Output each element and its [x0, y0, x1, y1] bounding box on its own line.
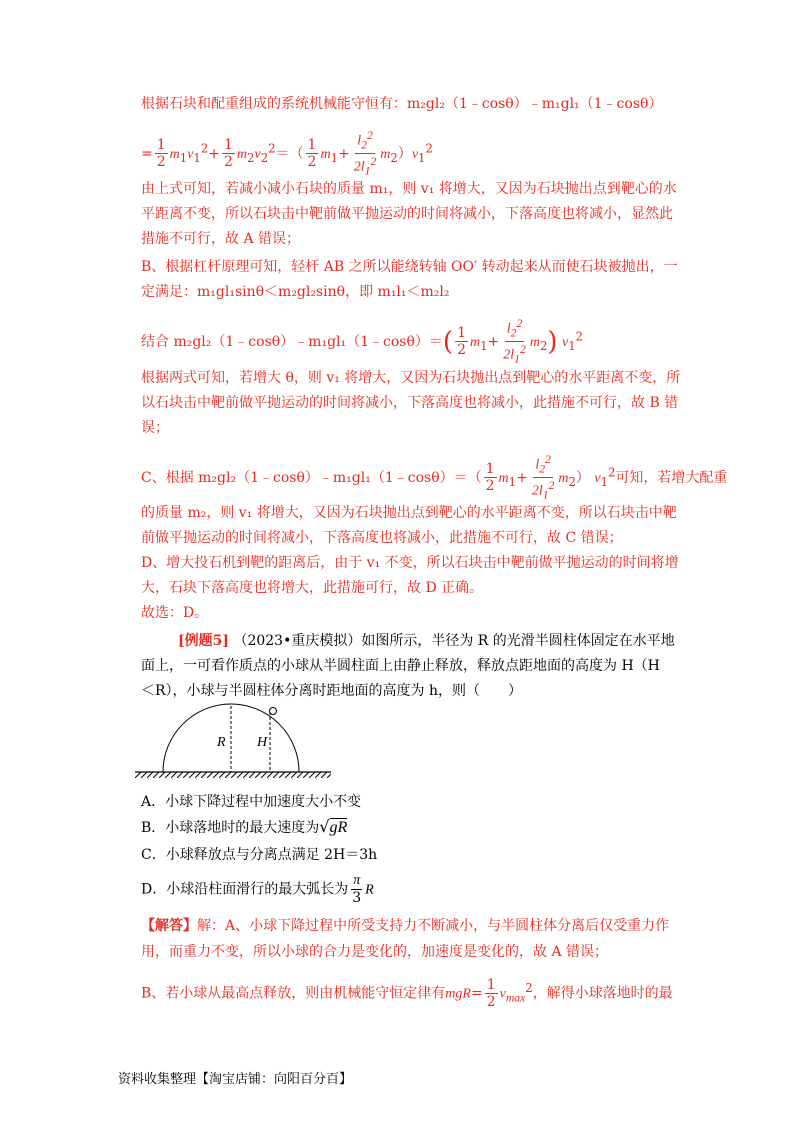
answer-tag: 【解答】 [141, 918, 197, 934]
option-d-text: D．小球沿柱面滑行的最大弧长为 [141, 881, 349, 898]
question-line: （2023•重庆模拟）如图所示，半径为 R 的光滑半圆柱体固定在水平地 [233, 633, 675, 649]
formula-text: 结合 m₂gl₂（1﹣cosθ）﹣m₁gl₁（1﹣cosθ）＝ [141, 333, 443, 350]
example-question [178, 631, 675, 651]
answer-text: 解：A、小球下降过程中所受支持力不断减小，与半圆柱体分离后仅受重力作 [197, 918, 670, 934]
option-d-r: R [365, 882, 374, 898]
semicylinder-figure [135, 700, 335, 780]
ball [270, 708, 277, 715]
formula-energy: = $\frac{1}{2}$ $m_1v_1^2+$ $\frac{1}{2}$ $m_2v_2^2=$（ $\frac{1}{2}$ $m_1+$ $\frac{l_2^2}{2l_1^2}$ $m_2)v_1^2$ [141, 129, 433, 178]
solution-line: 故选：D。 [141, 605, 209, 621]
formula-c: C、根据 m₂gl₂（1﹣cosθ）﹣m₁gl₁（1﹣cosθ）＝（ $\frac{1}{2}$ $m_1+$ $\frac{l_2^2}{2l_1^2}$ $m_2$） $v_1^2$可知，若增大配重 [141, 453, 728, 502]
solution-line: 根据石块和配重组成的系统机械能守恒有：m₂gl₂（1﹣cosθ）﹣m₁gl₁（1﹣cosθ） [141, 96, 663, 112]
formula-text: C、根据 m₂gl₂（1﹣cosθ）﹣m₁gl₁（1﹣cosθ）＝（ [141, 469, 482, 486]
frac-den: 3 [352, 890, 362, 906]
question-line: 面上，一可看作质点的小球从半圆柱面上由静止释放，释放点距地面的高度为 H（H [141, 658, 660, 674]
answer-line [141, 916, 669, 936]
label-R: R [217, 735, 226, 750]
frac-half-3: $\frac{1}{2}$ [307, 137, 317, 171]
frac-l2-l1: $\frac{l_2^2}{2l_1^2}$ [353, 129, 377, 178]
solution-line: 定满足：m₁gl₁sinθ＜m₂gl₂sinθ，即 m₁l₁＜m₂l₂ [141, 284, 450, 300]
solution-line: 措施不可行，故 A 错误； [141, 231, 301, 247]
frac-pi-3 [350, 873, 363, 906]
answer-line-b: B、若小球从最高点释放，则由机械能守恒定律有mgR= $\frac{1}{2}$ $v_{max}^2$，解得小球落地时的最 [141, 977, 673, 1011]
formula-text-end: 可知，若增大配重 [615, 469, 728, 486]
frac-l2-l1-3: $\frac{l_2^2}{2l_1^2}$ [531, 453, 555, 502]
answer-text-end: ，解得小球落地时的最 [532, 985, 673, 1002]
formula-combine: 结合 m₂gl₂（1﹣cosθ）﹣m₁gl₁（1﹣cosθ）＝( $\frac{1}{2}$ $m_1+$ $\frac{l_2^2}{2l_1^2}$ $m_2$) $v_1^2$ [141, 317, 584, 366]
solution-line: 前做平抛运动的时间将减小，下落高度也将减小，此措施不可行，故 C 错误； [141, 530, 623, 546]
solution-line: 由上式可知，若减小减小石块的质量 m₁，则 v₁ 将增大，又因为石块抛出点到靶心的水 [141, 181, 677, 197]
example-tag: [例题5] [178, 633, 229, 649]
question-line: ＜R），小球与半圆柱体分离时距地面的高度为 h，则（ ） [141, 683, 523, 699]
eq-prefix: = [141, 145, 153, 162]
frac-half-4: $\frac{1}{2}$ [457, 325, 466, 359]
solution-line: 的质量 m₂，则 v₁ 将增大，又因为石块抛出点到靶心的水平距离不变，所以石块击中靶 [141, 505, 677, 521]
option-b-radicand: gR [329, 819, 348, 836]
ground-hatch [135, 772, 331, 778]
solution-line: 以石块击中靶前做平抛运动的时间将减小，下落高度也将减小，此措施不可行，故 B 错 [141, 395, 679, 411]
solution-line: 大，石块下落高度也将增大，此措施可行，故 D 正确。 [141, 580, 484, 596]
option-d [141, 873, 374, 906]
frac-num: π [353, 873, 361, 888]
solution-line: 根据两式可知，若增大 θ，则 v₁ 将增大，又因为石块抛出点到靶心的水平距离不变，所 [141, 370, 681, 386]
footer-note: 资料收集整理【淘宝店铺：向阳百分百】 [118, 1072, 353, 1087]
solution-line: D、增大投石机到靶的距离后，由于 v₁ 不变，所以石块击中靶前做平抛运动的时间将增 [141, 555, 679, 571]
option-b [141, 817, 347, 838]
option-c: C．小球释放点与分离点满足 2H＝3h [141, 847, 378, 863]
answer-text: B、若小球从最高点释放，则由机械能守恒定律有 [141, 985, 446, 1002]
option-a: A．小球下降过程中加速度大小不变 [141, 794, 362, 810]
eq-end: ） [397, 145, 412, 162]
solution-line: B、根据杠杆原理可知，轻杆 AB 之所以能绕转轴 OO′ 转动起来从而使石块被抛出，一 [141, 259, 678, 275]
label-H: H [257, 735, 268, 750]
solution-line: 误； [141, 420, 169, 436]
answer-line: 用，而重力不变，所以小球的合力是变化的，加速度是变化的，故 A 错误； [141, 944, 609, 960]
option-b-text: B．小球落地时的最大速度为 [141, 820, 320, 836]
frac-half-1: $\frac{1}{2}$ [156, 137, 166, 171]
sqrt-icon: √ [319, 817, 330, 836]
eq-mid: ＝（ [275, 145, 304, 162]
frac-l2-l1-2: $\frac{l_2^2}{2l_1^2}$ [503, 317, 526, 366]
frac-half-5: $\frac{1}{2}$ [485, 461, 495, 495]
solution-line: 平距离不变，所以石块击中靶前做平抛运动的时间将减小，下落高度也将减小，显然此 [141, 206, 673, 222]
frac-half-6: $\frac{1}{2}$ [486, 977, 496, 1011]
frac-half-2: $\frac{1}{2}$ [224, 137, 233, 171]
